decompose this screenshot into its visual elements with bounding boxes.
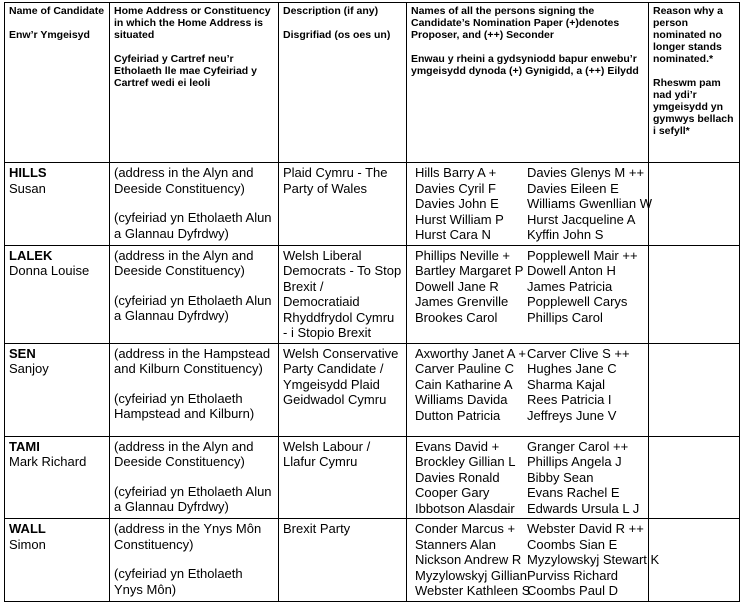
nominators-cell	[407, 519, 660, 602]
nominators-cell	[407, 343, 649, 436]
nominator: Webster David R ++	[527, 521, 644, 536]
candidate-forename: Mark Richard	[9, 454, 87, 469]
reason-cell	[649, 436, 740, 519]
nominator: Davies Cyril F	[415, 180, 496, 196]
nominator: Dowell Jane R	[415, 278, 499, 294]
candidate-description: Brexit Party	[279, 519, 407, 602]
nominator: Davies John E	[415, 196, 499, 211]
nominator: Purviss Richard	[527, 567, 619, 583]
reason-cell	[649, 163, 740, 246]
nominator: Cain Katharine A	[415, 376, 513, 392]
nominator: Phillips Carol	[527, 309, 603, 325]
nominator: Davies Glenys M ++	[527, 165, 645, 180]
nominator: Granger Carol ++	[527, 438, 629, 454]
nominator: Coombs Sian E	[527, 536, 618, 552]
nominator: Bartley Margaret P	[415, 263, 524, 278]
address-en: (address in the Alyn and Deeside Constituency)	[114, 247, 254, 278]
nominator: Carver Pauline C	[415, 361, 514, 376]
candidate-address-cell	[110, 436, 279, 519]
nominator: Davies Eileen E	[527, 180, 619, 196]
candidate-address-cell	[110, 245, 279, 343]
nominator: Davies Ronald	[415, 469, 500, 485]
candidate-name-cell	[5, 519, 110, 602]
candidate-description: Welsh Labour / Llafur Cymru	[279, 436, 407, 519]
table-row	[5, 343, 740, 436]
nominators-cell	[407, 163, 652, 246]
address-cy: (cyfeiriad yn Etholaeth Alun a Glannau Dyfrdwy)	[114, 483, 272, 514]
nominations-table	[4, 2, 740, 602]
candidate-surname: LALEK	[9, 247, 53, 263]
candidate-forename: Simon	[9, 536, 46, 552]
header-address-en: Home Address or Constituency in which the Home Address is situated	[114, 5, 271, 41]
candidate-name-cell	[5, 163, 110, 246]
nominator: Popplewell Mair ++	[527, 247, 638, 263]
nominator: Bibby Sean	[527, 469, 594, 485]
nominator: Myzylowskyj Stewart K	[527, 552, 660, 567]
reason-cell	[649, 519, 740, 602]
nominator: James Patricia	[527, 278, 613, 294]
nominator: Rees Patricia I	[527, 392, 612, 407]
candidate-surname: SEN	[9, 345, 36, 361]
nominator: Carver Clive S ++	[527, 345, 630, 361]
candidate-forename: Sanjoy	[9, 361, 49, 376]
nominator: Hurst William P	[415, 211, 504, 227]
candidate-forename: Susan	[9, 180, 46, 196]
table-row	[5, 436, 740, 519]
nominator: Hurst Jacqueline A	[527, 211, 636, 227]
header-candidate	[5, 3, 110, 163]
candidate-address-cell	[110, 163, 279, 246]
nominator: Ibbotson Alasdair	[415, 500, 515, 516]
nominator: Cooper Gary	[415, 485, 490, 500]
nominator: Nickson Andrew R	[415, 552, 522, 567]
candidate-description: Welsh Conservative Party Candidate / Ymgeisydd Plaid Geidwadol Cymru	[279, 343, 407, 436]
header-row	[5, 3, 740, 163]
nominators-cell	[407, 245, 649, 343]
table-row	[5, 519, 740, 602]
nominator: Hurst Cara N	[415, 227, 491, 242]
nominator: Stanners Alan	[415, 536, 496, 552]
nominator: Jeffreys June V	[527, 407, 617, 423]
candidate-surname: TAMI	[9, 438, 40, 454]
nominator: Phillips Angela J	[527, 454, 622, 469]
header-description	[279, 3, 407, 163]
header-reason-cy: Rheswm pam nad ydi’r ymgeisydd yn gymwys bellach i sefyll*	[653, 77, 734, 137]
header-candidate-en: Name of Candidate	[9, 5, 105, 17]
header-address	[110, 3, 279, 163]
header-nominators-en: Names of all the persons signing the Candidate’s Nomination Paper (+)denotes Proposer, and (++) Seconder	[411, 5, 620, 41]
nominator: Popplewell Carys	[527, 294, 628, 309]
address-cy: (cyfeiriad yn Etholaeth Alun a Glannau Dyfrdwy)	[114, 210, 272, 241]
address-cy: (cyfeiriad yn Etholaeth Alun a Glannau Dyfrdwy)	[114, 292, 272, 323]
nominator: Phillips Neville +	[415, 247, 511, 263]
candidate-description: Welsh Liberal Democrats - To Stop Brexit / Democratiaid Rhyddfrydol Cymru - i Stopio Brexit	[279, 245, 407, 343]
nominator: Brockley Gillian L	[415, 454, 516, 469]
address-en: (address in the Alyn and Deeside Constituency)	[114, 438, 254, 469]
nominator: Coombs Paul D	[527, 583, 619, 598]
nominator: Evans David +	[415, 438, 500, 454]
header-description-en: Description (if any)	[283, 5, 379, 17]
header-reason-en: Reason why a person nominated no longer stands nominated.*	[653, 5, 724, 65]
nominator: Axworthy Janet A +	[415, 345, 526, 361]
nominator: Evans Rachel E	[527, 485, 620, 500]
header-nominators-cy: Enwau y rheini a gydsyniodd bapur enwebu’r ymgeisydd dynoda (+) Gynigidd, a (++) Eilydd	[411, 53, 639, 77]
candidate-name-cell	[5, 245, 110, 343]
nominator: Williams Gwenllian W	[527, 196, 652, 211]
nominator: Kyffin John S	[527, 227, 604, 242]
nominator: James Grenville	[415, 294, 509, 309]
address-en: (address in the Hampstead and Kilburn Constituency)	[114, 345, 271, 376]
nominator: Hills Barry A +	[415, 165, 497, 180]
address-en: (address in the Ynys Môn Constituency)	[114, 521, 262, 552]
nominator: Edwards Ursula L J	[527, 500, 640, 516]
header-reason	[649, 3, 740, 163]
candidate-description: Plaid Cymru - The Party of Wales	[279, 163, 407, 246]
nominator: Conder Marcus +	[415, 521, 516, 536]
candidate-surname: WALL	[9, 521, 46, 536]
nominator: Webster Kathleen S	[415, 583, 531, 598]
address-cy: (cyfeiriad yn Etholaeth Hampstead and Kilburn)	[114, 390, 255, 421]
table-row	[5, 245, 740, 343]
nominator: Hughes Jane C	[527, 361, 617, 376]
nominator: Sharma Kajal	[527, 376, 606, 392]
header-candidate-cy: Enw’r Ymgeisyd	[9, 29, 90, 41]
address-cy: (cyfeiriad yn Etholaeth Ynys Môn)	[114, 566, 243, 597]
nominator: Brookes Carol	[415, 309, 498, 325]
candidate-name-cell	[5, 436, 110, 519]
nominator: Dowell Anton H	[527, 263, 616, 278]
reason-cell	[649, 245, 740, 343]
table-row	[5, 163, 740, 246]
candidate-name-cell	[5, 343, 110, 436]
candidate-forename: Donna Louise	[9, 263, 90, 278]
candidate-address-cell	[110, 519, 279, 602]
address-en: (address in the Alyn and Deeside Constituency)	[114, 165, 254, 196]
nominator: Dutton Patricia	[415, 407, 501, 423]
header-description-cy: Disgrifiad (os oes un)	[283, 29, 391, 41]
header-nominators	[407, 3, 649, 163]
nominator: Myzylowskyj Gillian	[415, 567, 527, 583]
candidate-address-cell	[110, 343, 279, 436]
candidate-surname: HILLS	[9, 165, 47, 180]
nominator: Williams Davida	[415, 392, 508, 407]
nominators-cell	[407, 436, 649, 519]
reason-cell	[649, 343, 740, 436]
header-address-cy: Cyfeiriad y Cartref neu’r Etholaeth lle mae Cyfeiriad y Cartref wedi ei leoli	[114, 53, 257, 89]
